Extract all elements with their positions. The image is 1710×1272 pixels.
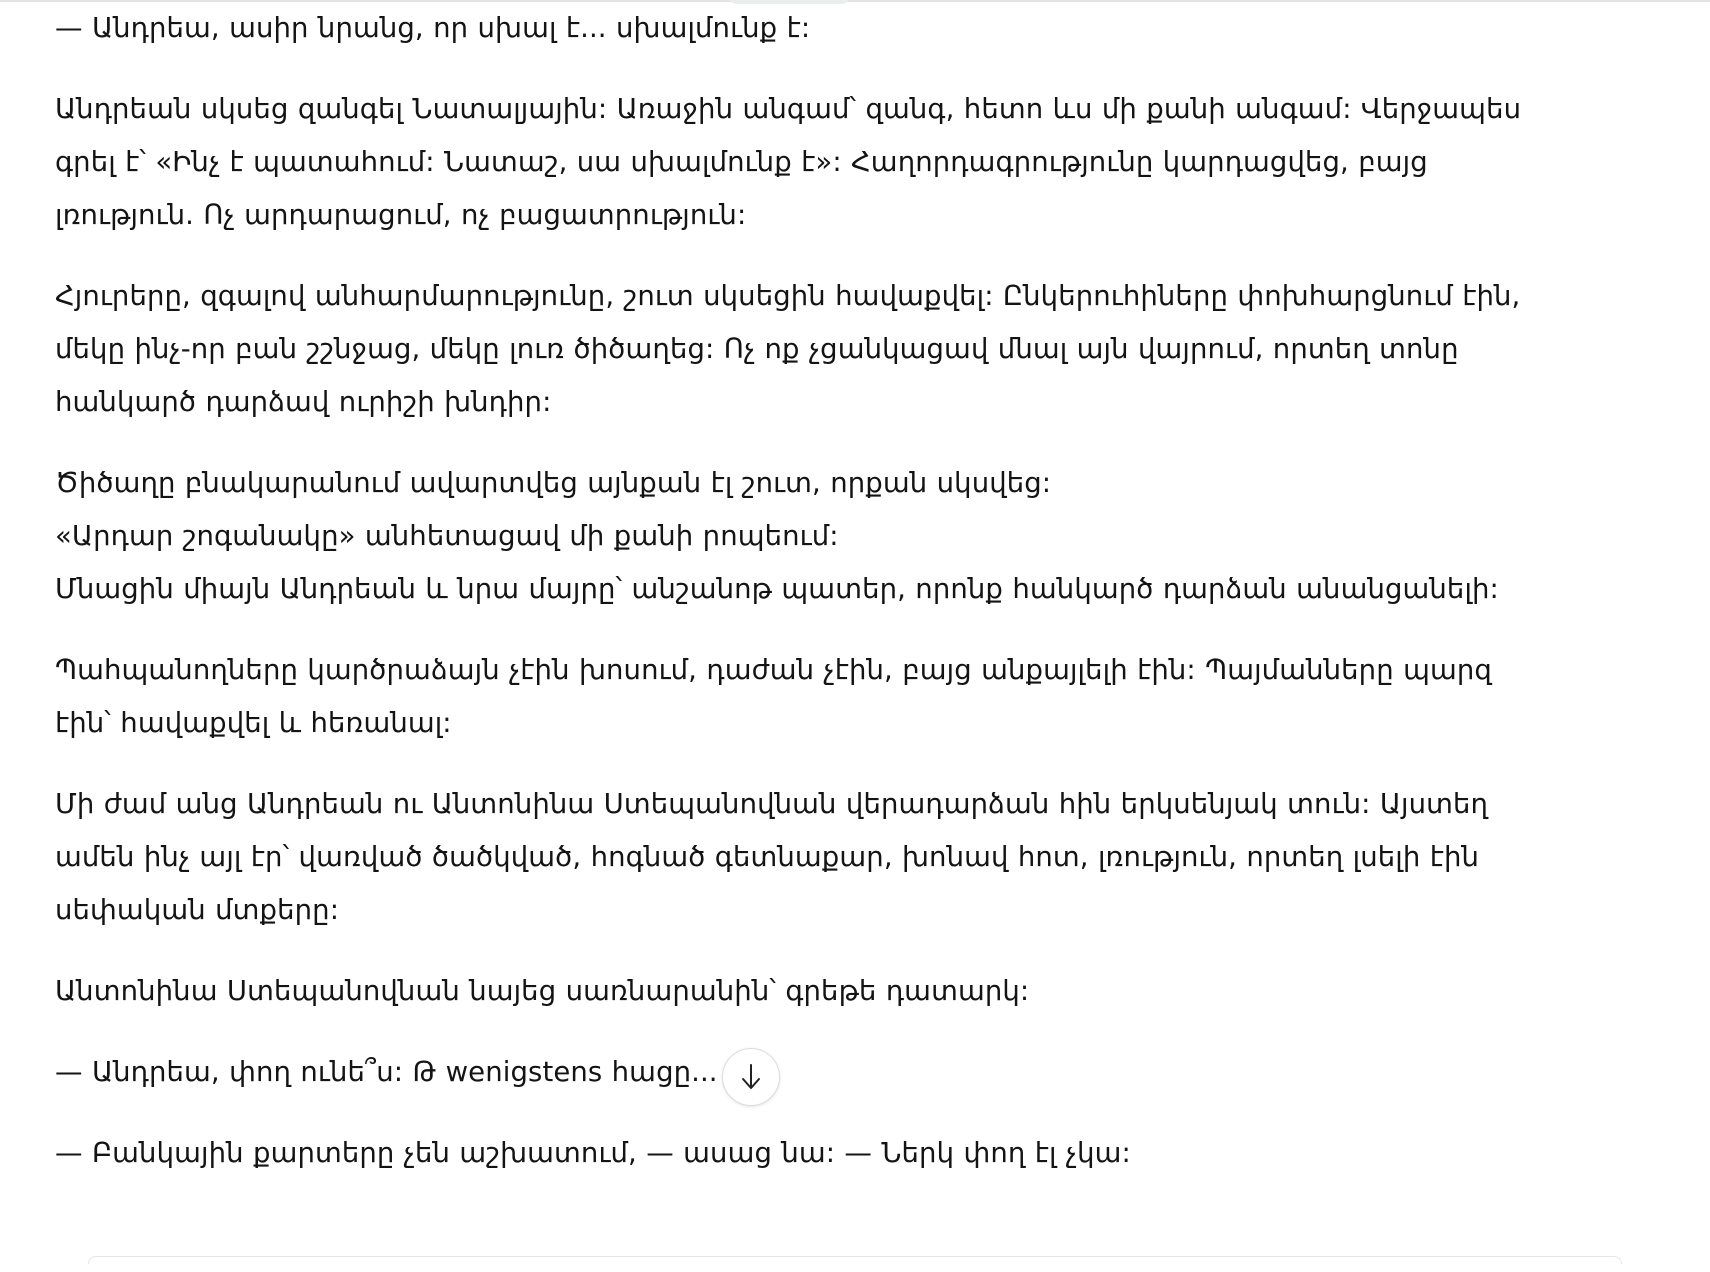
- paragraph: Անդրեան սկսեց զանգել Նատալյային: Առաջին անգամ՝ զանգ, հետո ևս մի քանի անգամ: Վերջապես գրել է՝ «Ինչ է պատահում: Նատաշ, սա սխալմունք է»: Հաղորդագրությունը կարդացվեց, բայց լռություն. Ոչ արդարացում, ոչ բացատրություն:: [55, 93, 1522, 231]
- paragraph: — Անդրեա, ասիր նրանց, որ սխալ է... սխալմունք է:: [55, 12, 811, 44]
- paragraph: Ծիծաղը բնակարանում ավարտվեց այնքան էլ շուտ, որքան սկսվեց:: [55, 467, 1052, 499]
- paragraph: «Արդար շոգանակը» անհետացավ մի քանի րոպեում:: [55, 520, 839, 552]
- scroll-down-button[interactable]: [722, 1048, 780, 1106]
- sheet-handle-bottom: [88, 1256, 1622, 1264]
- paragraph: Պահպանողները կարծրաձայն չէին խոսում, դաժան չէին, բայց անքայլելի էին: Պայմանները պարզ էին՝ հավաքվել և հեռանալ:: [55, 654, 1492, 739]
- arrow-down-icon: [738, 1062, 764, 1092]
- paragraph: — Բանկային քարտերը չեն աշխատում, — ասաց նա: — Ներկ փող էլ չկա:: [55, 1137, 1131, 1169]
- document-body: [0, 2, 1710, 1180]
- paragraph: Մնացին միայն Անդրեան և նրա մայրը՝ անշանոթ պատեր, որոնք հանկարծ դարձան անանցանելի:: [55, 573, 1499, 605]
- paragraph: Մի ժամ անց Անդրեան ու Անտոնինա Ստեպանովնան վերադարձան հին երկսենյակ տուն: Այստեղ ամեն ինչ այլ էր՝ վառված ծածկված, հոգնած գետնաքար, խոնավ հոտ, լռություն, որտեղ լսելի էին սեփական մտքերը:: [55, 788, 1489, 926]
- paragraph: — Անդրեա, փող ունե՞ս: Թ wenigstens հացը...: [55, 1056, 718, 1088]
- paragraph: Հյուրերը, զգալով անհարմարությունը, շուտ սկսեցին հավաքվել: Ընկերուհիները փոխհարցնում էին, մեկը ինչ-որ բան շշնջաց, մեկը լուռ ծիծաղեց: Ոչ ոք չցանկացավ մնալ այն վայրում, որտեղ տոնը հանկարծ դարձավ ուրիշի խնդիր:: [55, 280, 1521, 418]
- bottom-sheet-edge: [0, 1258, 1710, 1272]
- paragraph: Անտոնինա Ստեպանովնան նայեց սառնարանին՝ գրեթե դատարկ:: [55, 975, 1030, 1007]
- paragraph-group: [55, 457, 1650, 616]
